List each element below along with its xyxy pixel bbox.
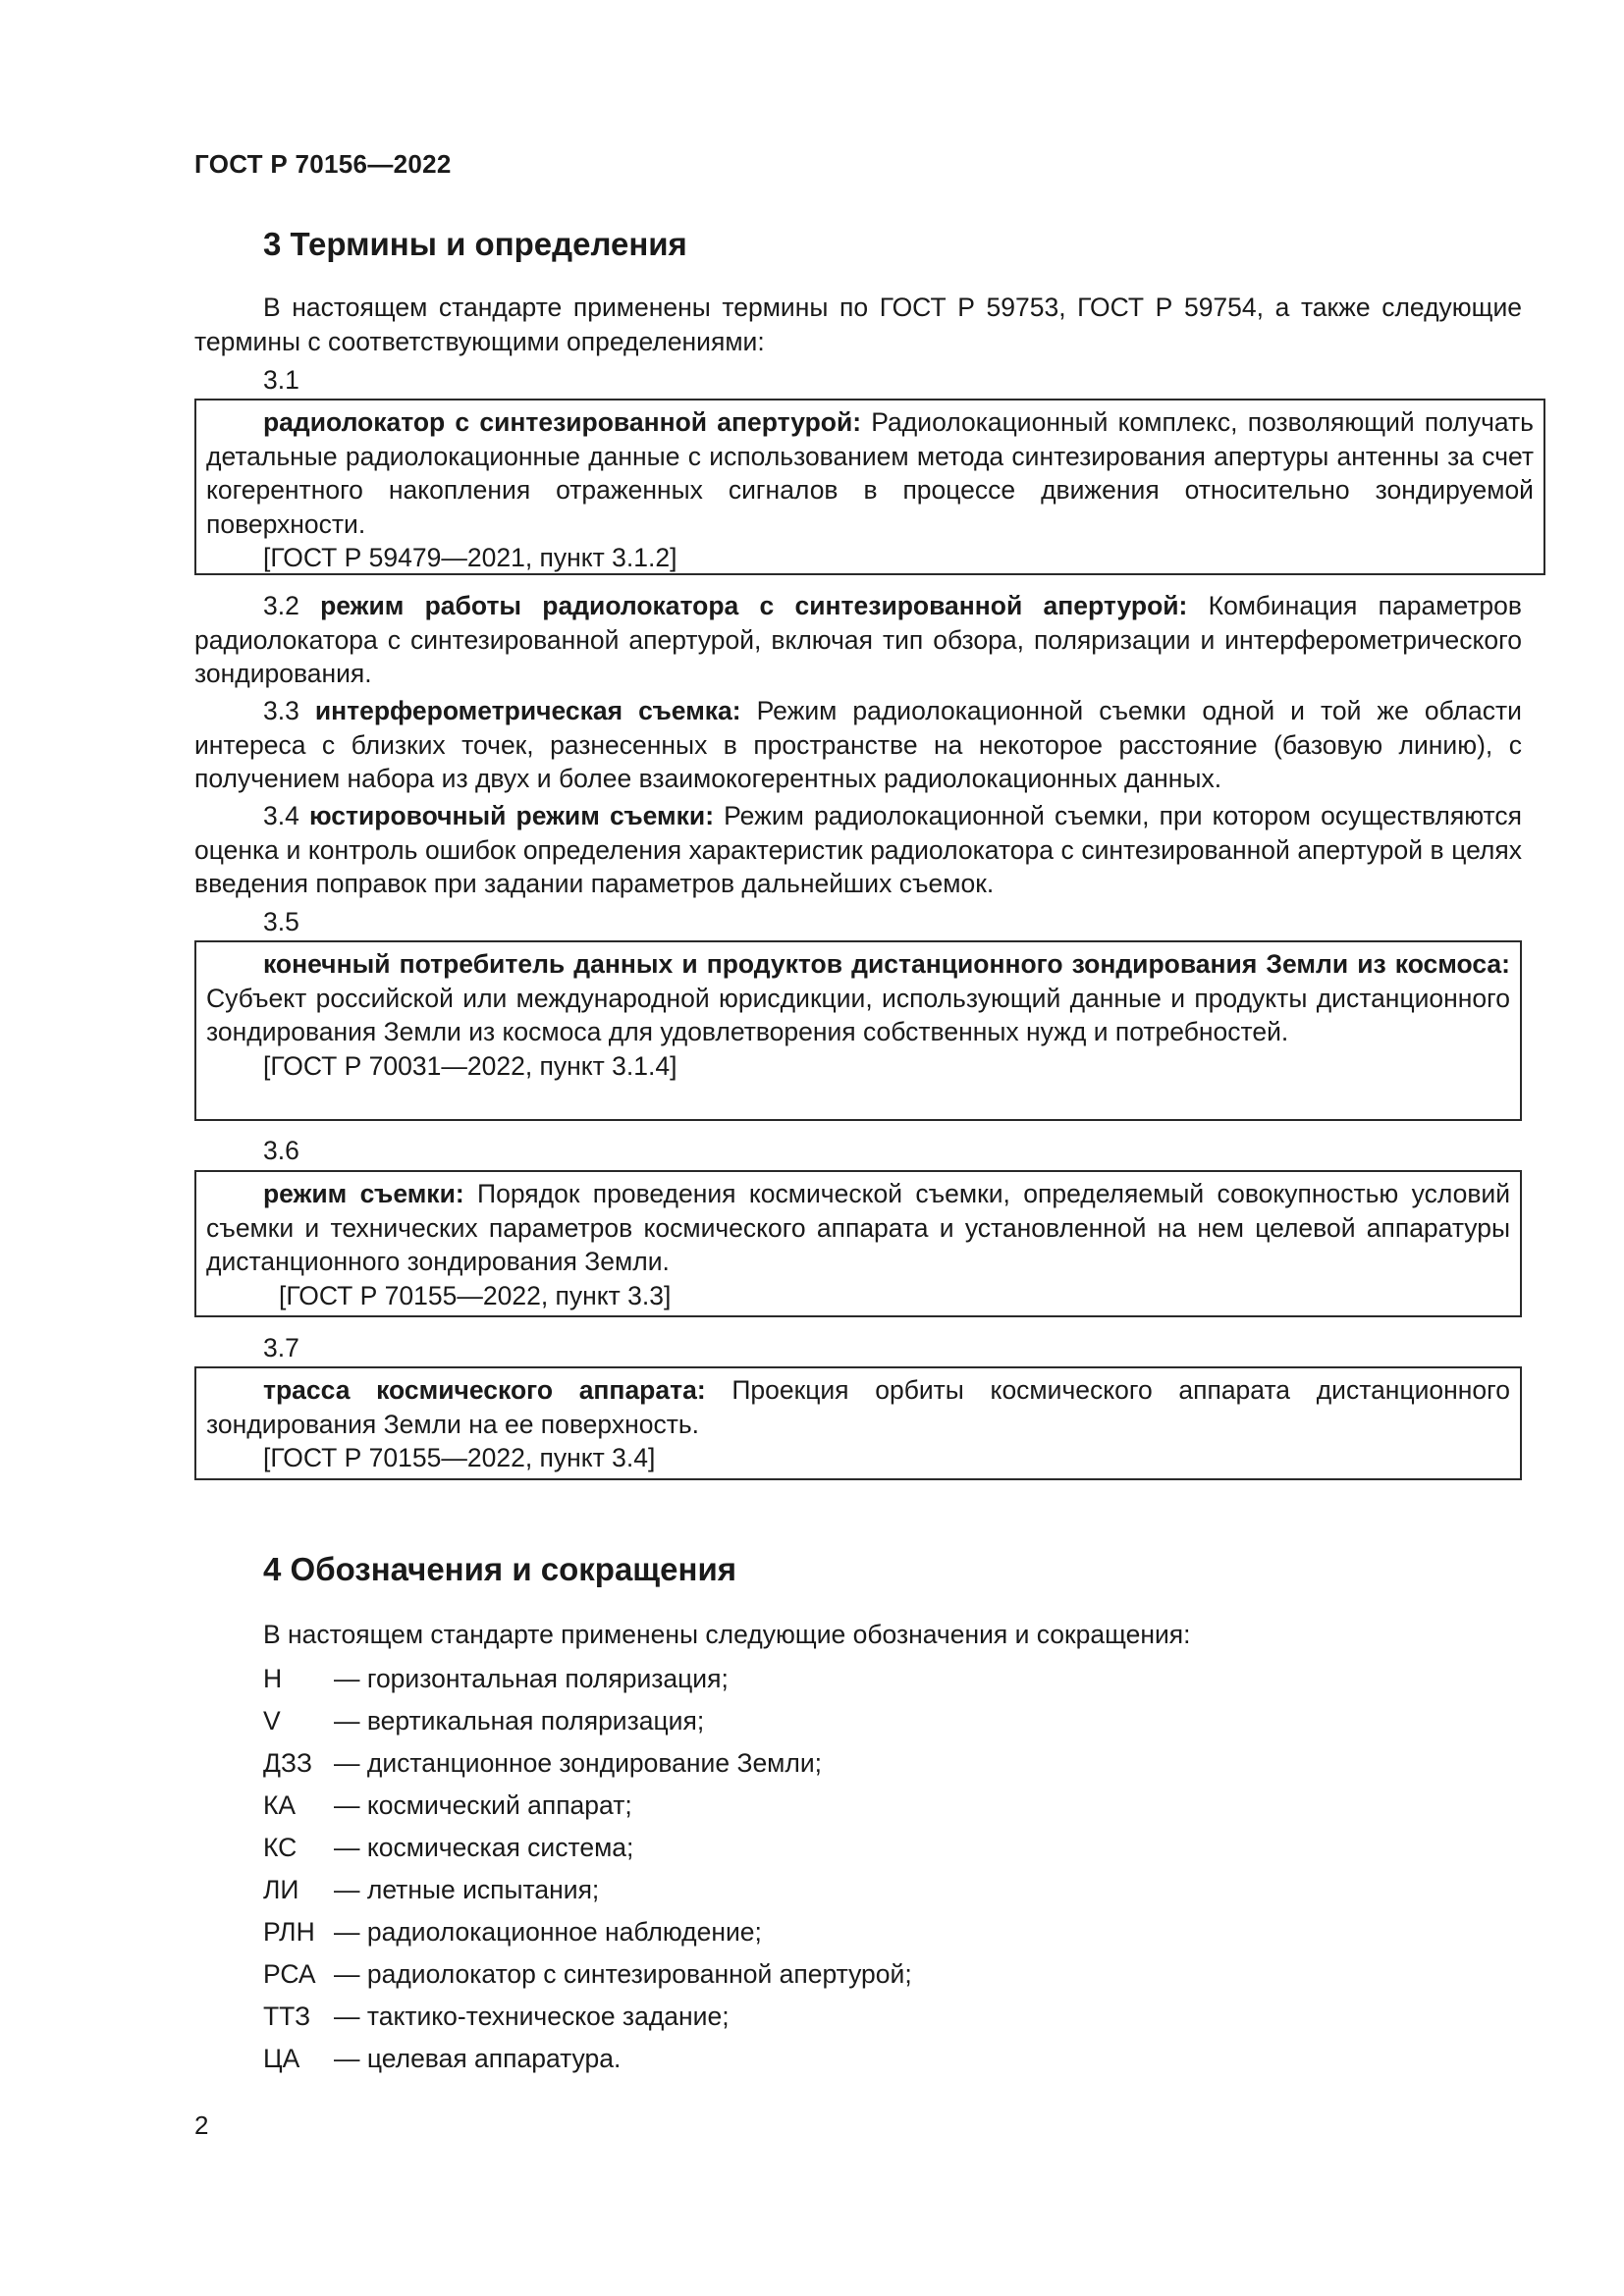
- abbreviation-item: [263, 1873, 599, 1906]
- term-body: [206, 405, 1534, 541]
- abbreviation-code: V: [263, 1706, 281, 1735]
- abbreviation-code: ЦА: [263, 2044, 300, 2073]
- abbreviation-item: [263, 1789, 632, 1822]
- term-box-3-1: [194, 399, 1545, 575]
- term-3-4: [194, 799, 1522, 901]
- section-4-intro-text: В настоящем стандарте применены следующие обозначения и сокращения:: [263, 1620, 1191, 1649]
- term-number: 3.4: [263, 801, 299, 830]
- abbreviation-text: — летные испытания;: [334, 1875, 600, 1904]
- term-number: 3.5: [263, 907, 299, 936]
- abbreviation-code: КА: [263, 1790, 297, 1820]
- abbreviation-code: РСА: [263, 1959, 316, 1989]
- term-name: трасса космического аппарата:: [263, 1375, 706, 1405]
- term-name: юстировочный режим съемки:: [308, 801, 715, 830]
- abbreviation-item: [263, 1662, 729, 1695]
- abbreviation-text: — космическая система;: [334, 1833, 634, 1862]
- term-definition: Режим радиолокационной съемки, при котором осуществляются оценка и контроль ошибок определения характеристик радиолокатора с синтезированной апертурой в целях введения поправок при задании параметров дальнейших съемок.: [194, 801, 1522, 898]
- section-4-title: 4 Обозначения и сокращения: [263, 1551, 736, 1587]
- term-definition: Радиолокационный комплекс, позволяющий получать детальные радиолокационные данные с использованием метода синтезирования апертуры антенны за счет когерентного накопления отраженных сигналов в процессе движения относительно зондируемой поверхности.: [206, 407, 1534, 539]
- abbreviation-text: — космический аппарат;: [334, 1790, 632, 1820]
- term-box-3-5: [194, 940, 1522, 1121]
- abbreviation-text: — радиолокационное наблюдение;: [334, 1917, 762, 1947]
- abbreviation-text: — вертикальная поляризация;: [334, 1706, 705, 1735]
- term-name: режим съемки:: [263, 1179, 464, 1208]
- term-body: [206, 1177, 1510, 1279]
- section-3-intro: [194, 291, 1522, 358]
- term-3-2: [194, 589, 1522, 691]
- abbreviation-text: — тактико-техническое задание;: [334, 2002, 730, 2031]
- term-body: [206, 1373, 1510, 1441]
- page-number: 2: [194, 2110, 209, 2140]
- term-box-3-7: [194, 1366, 1522, 1480]
- abbreviation-code: H: [263, 1664, 283, 1693]
- term-name: режим работы радиолокатора с синтезированной апертурой:: [320, 591, 1188, 620]
- section-4-intro: [194, 1618, 1522, 1652]
- abbreviation-code: ЛИ: [263, 1875, 299, 1904]
- term-name: конечный потребитель данных и продуктов дистанционного зондирования Земли из космоса:: [263, 949, 1510, 979]
- term-number: 3.1: [263, 365, 299, 395]
- abbreviation-item: [263, 1957, 912, 1991]
- term-body: [206, 947, 1510, 1049]
- term-number: 3.2: [263, 591, 299, 620]
- abbreviation-item: [263, 2042, 621, 2075]
- abbreviation-item: [263, 1746, 822, 1780]
- abbreviation-code: КС: [263, 1833, 298, 1862]
- abbreviation-text: — радиолокатор с синтезированной апертурой;: [334, 1959, 912, 1989]
- term-definition: Субъект российской или международной юрисдикции, использующий данные и продукты дистанционного зондирования Земли из космоса для удовлетворения собственных нужд и потребностей.: [206, 983, 1510, 1046]
- section-3-title: 3 Термины и определения: [263, 226, 687, 262]
- document-id-header: ГОСТ Р 70156—2022: [194, 149, 452, 179]
- term-source: [ГОСТ Р 70155—2022, пункт 3.4]: [263, 1443, 656, 1472]
- term-number: 3.7: [263, 1333, 299, 1362]
- abbreviation-item: [263, 1915, 762, 1949]
- abbreviation-text: — горизонтальная поляризация;: [334, 1664, 729, 1693]
- abbreviation-item: [263, 1704, 704, 1737]
- abbreviation-code: РЛН: [263, 1917, 315, 1947]
- term-source: [ГОСТ Р 70031—2022, пункт 3.1.4]: [263, 1050, 677, 1081]
- term-definition: Комбинация параметров радиолокатора с синтезированной апертурой, включая тип обзора, поляризации и интерферометрического зондирования.: [194, 591, 1522, 688]
- term-name: радиолокатор с синтезированной апертурой:: [263, 407, 862, 437]
- term-source: [ГОСТ Р 59479—2021, пункт 3.1.2]: [263, 543, 677, 572]
- term-number: 3.3: [263, 696, 299, 725]
- term-box-3-6: [194, 1170, 1522, 1317]
- term-definition: Режим радиолокационной съемки одной и той же области интереса с близких точек, разнесенных в пространстве на некоторое расстояние (базовую линию), с получением набора из двух и более взаимокогерентных радиолокационных данных.: [194, 696, 1522, 793]
- term-definition: Порядок проведения космической съемки, определяемый совокупностью условий съемки и технических параметров космического аппарата и установленной на нем целевой аппаратуры дистанционного зондирования Земли.: [206, 1179, 1511, 1276]
- abbreviation-item: [263, 1831, 633, 1864]
- term-3-3: [194, 694, 1522, 796]
- abbreviation-text: — целевая аппаратура.: [334, 2044, 622, 2073]
- section-3-intro-text: В настоящем стандарте применены термины по ГОСТ Р 59753, ГОСТ Р 59754, а также следующие термины с соответствующими определениями:: [194, 293, 1522, 356]
- term-source: [ГОСТ Р 70155—2022, пункт 3.3]: [279, 1280, 672, 1310]
- abbreviation-text: — дистанционное зондирование Земли;: [334, 1748, 823, 1778]
- abbreviation-code: ДЗЗ: [263, 1748, 312, 1778]
- abbreviation-item: [263, 2000, 730, 2033]
- term-definition: Проекция орбиты космического аппарата дистанционного зондирования Земли на ее поверхность.: [206, 1375, 1510, 1439]
- term-name: интерферометрическая съемка:: [314, 696, 741, 725]
- abbreviation-code: ТТЗ: [263, 2002, 311, 2031]
- term-number: 3.6: [263, 1136, 299, 1165]
